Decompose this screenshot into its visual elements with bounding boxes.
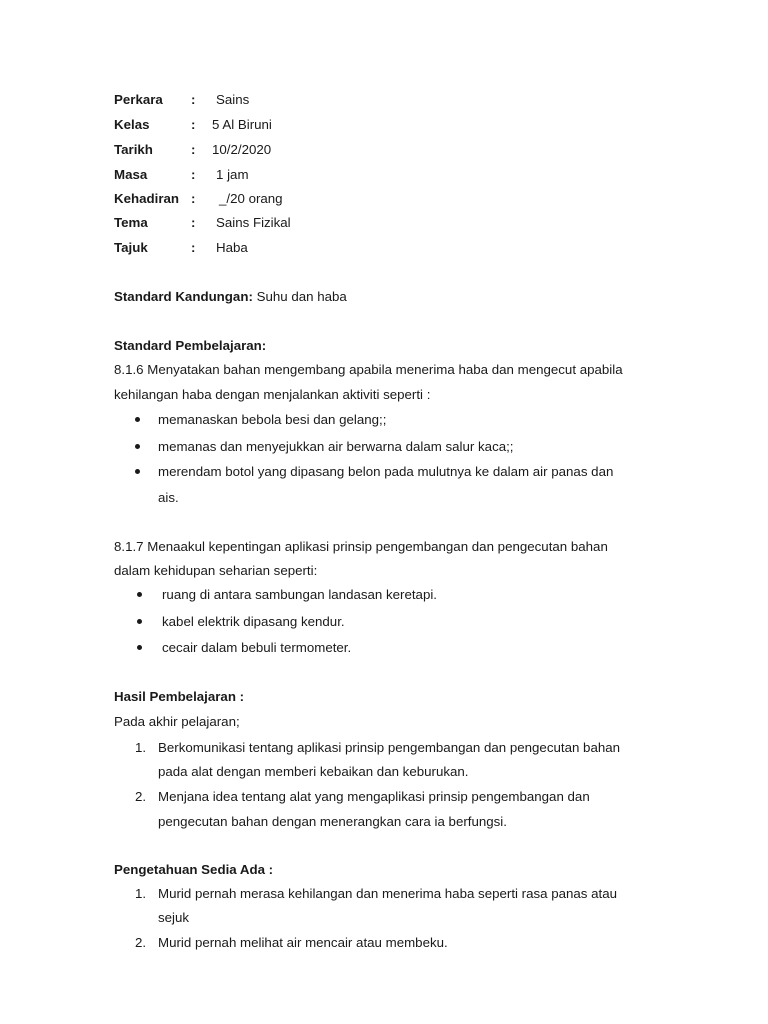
sp-816-line1: 8.1.6 Menyatakan bahan mengembang apabila menerima haba dan mengecut apabila: [114, 362, 623, 377]
hasil-heading: Hasil Pembelajaran :: [114, 689, 245, 704]
sp-816-bullet-2: memanas dan menyejukkan air berwarna dalam salur kaca;;: [158, 439, 514, 454]
sp-816-bullet-3: merendam botol yang dipasang belon pada mulutnya ke dalam air panas dan: [158, 464, 614, 479]
header-colon: :: [191, 117, 196, 132]
sp-817-bullet-2: kabel elektrik dipasang kendur.: [162, 614, 345, 629]
pengetahuan-item-1-line1: Murid pernah merasa kehilangan dan menerima haba seperti rasa panas atau: [158, 886, 618, 901]
sp-817-line1: 8.1.7 Menaakul kepentingan aplikasi prinsip pengembangan dan pengecutan bahan: [114, 539, 608, 554]
hasil-item-2-line1: Menjana idea tentang alat yang mengaplikasi prinsip pengembangan dan: [158, 789, 590, 804]
header-label: Masa: [114, 167, 148, 182]
bullet-icon: [137, 592, 142, 597]
header-value: Sains Fizikal: [216, 215, 291, 230]
header-value: 10/2/2020: [212, 142, 272, 157]
header-label: Tema: [114, 215, 148, 230]
header-label: Tarikh: [114, 142, 153, 157]
header-value: 1 jam: [216, 167, 249, 182]
hasil-item-number: 2.: [135, 789, 147, 804]
header-colon: :: [191, 240, 196, 255]
header-value: Sains: [216, 92, 250, 107]
header-value: _/20 orang: [219, 191, 283, 206]
bullet-icon: [137, 645, 142, 650]
standard-kandungan: [114, 287, 347, 307]
bullet-icon: [137, 619, 142, 624]
pengetahuan-heading: Pengetahuan Sedia Ada :: [114, 862, 274, 877]
pengetahuan-item-number: 2.: [135, 935, 147, 950]
header-colon: :: [191, 191, 196, 206]
pengetahuan-item-2-line1: Murid pernah melihat air mencair atau membeku.: [158, 935, 448, 950]
pengetahuan-item-number: 1.: [135, 886, 147, 901]
hasil-item-number: 1.: [135, 740, 147, 755]
hasil-item-1-line2: pada alat dengan memberi kebaikan dan keburukan.: [158, 764, 469, 779]
bullet-icon: [135, 417, 140, 422]
header-label: Tajuk: [114, 240, 148, 255]
hasil-item-2-line2: pengecutan bahan dengan menerangkan cara ia berfungsi.: [158, 814, 507, 829]
sp-816-line2: kehilangan haba dengan menjalankan aktiviti seperti :: [114, 387, 431, 402]
hasil-intro: Pada akhir pelajaran;: [114, 714, 240, 729]
header-label: Kehadiran: [114, 191, 180, 206]
header-colon: :: [191, 167, 196, 182]
bullet-icon: [135, 469, 140, 474]
sp-816-bullet-3-cont: ais.: [158, 490, 179, 505]
header-colon: :: [191, 142, 196, 157]
hasil-item-1-line1: Berkomunikasi tentang aplikasi prinsip pengembangan dan pengecutan bahan: [158, 740, 621, 755]
standard-kandungan-label: Standard Kandungan:: [114, 289, 253, 304]
header-label: Kelas: [114, 117, 150, 132]
header-value: 5 Al Biruni: [212, 117, 272, 132]
pengetahuan-item-1-line2: sejuk: [158, 910, 190, 925]
sp-816-bullet-1: memanaskan bebola besi dan gelang;;: [158, 412, 387, 427]
header-value: Haba: [216, 240, 248, 255]
header-colon: :: [191, 215, 196, 230]
header-colon: :: [191, 92, 196, 107]
sp-817-line2: dalam kehidupan seharian seperti:: [114, 563, 318, 578]
sp-817-bullet-3: cecair dalam bebuli termometer.: [162, 640, 352, 655]
standard-pembelajaran-heading: Standard Pembelajaran:: [114, 338, 267, 353]
bullet-icon: [135, 444, 140, 449]
standard-kandungan-value: Suhu dan haba: [252, 289, 347, 304]
header-label: Perkara: [114, 92, 163, 107]
sp-817-bullet-1: ruang di antara sambungan landasan keretapi.: [162, 587, 437, 602]
